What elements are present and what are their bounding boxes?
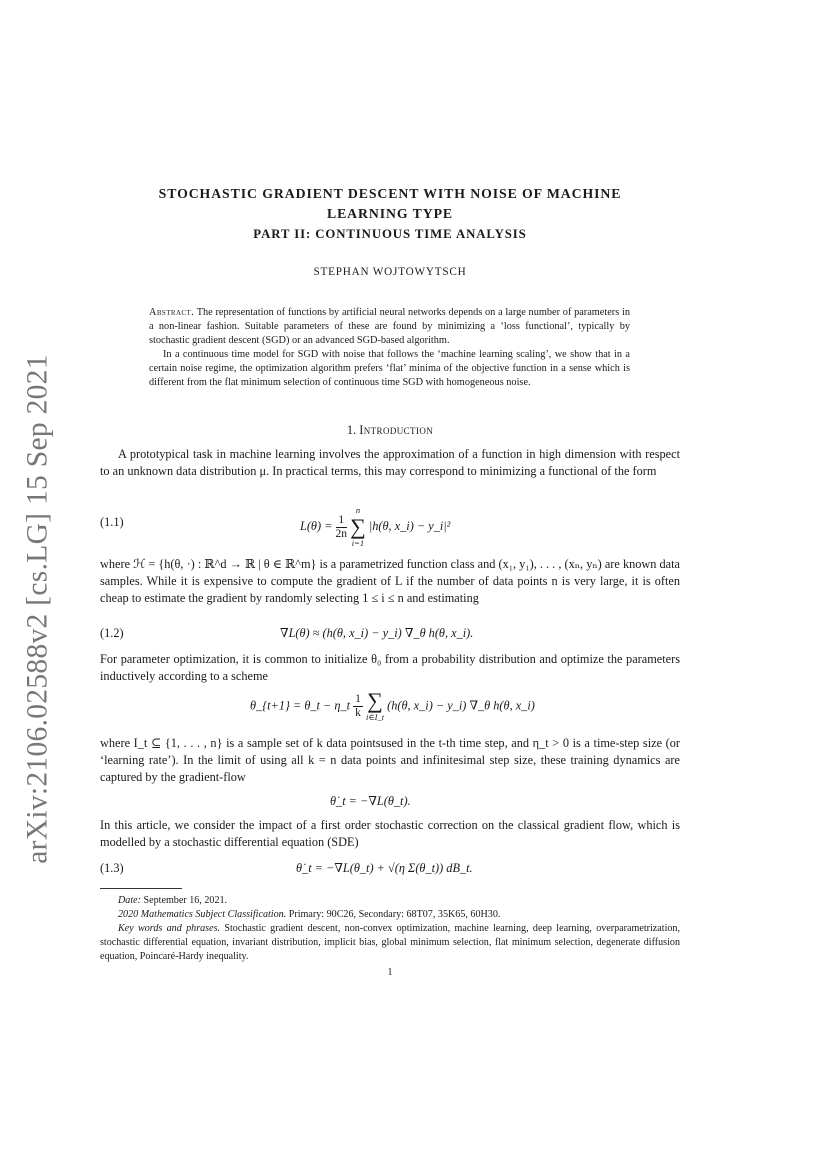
equation-body: [300, 505, 450, 549]
paragraph-text: where I_t ⊆ {1, . . . , n} is a sample set of k data pointsused in the t-th time step, and η_t > 0 is a time-step size (or ‘learning rate’). In the limit of using all k = n data points and infinitesimal step size, these training dynamics are captured by the gradient-flow: [100, 736, 680, 784]
intro-paragraph-3: [100, 651, 680, 685]
sum-upper: n: [355, 505, 361, 515]
frac-numerator: 1: [355, 693, 361, 705]
paragraph-text: In this article, we consider the impact of a first order stochastic correction on the classical gradient flow, which is modelled by a stochastic differential equation (SDE): [100, 818, 680, 849]
arxiv-stamp: [21, 354, 54, 864]
eq-lhs: θ_{t+1} = θ_t − η_t: [250, 698, 351, 713]
title-line-2: LEARNING TYPE: [326, 206, 454, 221]
eq-rhs: |h(θ, x_i) − y_i|²: [368, 518, 451, 533]
footnote-label: Date:: [118, 895, 141, 906]
sigma-symbol: ∑: [350, 514, 366, 539]
equation-1-1: [100, 505, 680, 548]
abstract: [149, 306, 630, 390]
eq-fraction: [353, 693, 363, 720]
eq-rhs: (h(θ, x_i) − y_i) ∇_θ h(θ, x_i): [387, 698, 535, 713]
title-line-1: STOCHASTIC GRADIENT DESCENT WITH NOISE OF MACHINE: [158, 186, 622, 201]
frac-denominator: 2n: [335, 527, 348, 540]
equation-body: [280, 626, 473, 641]
equation-body: [330, 794, 411, 809]
footnote-text: September 16, 2021.: [143, 895, 228, 906]
paragraph-text: where ℋ = {h(θ, ·) : ℝ^d → ℝ | θ ∈ ℝ^m} is a parametrized function class and (x₁, y₁), . . . , (xₙ, yₙ) are known data samples. While it is expensive to compute the gradient of L if the number of data points n is very large, it is often cheap to estimate the gradient by randomly selecting 1 ≤ i ≤ n and estimating: [100, 557, 680, 605]
sum-lower: i=1: [351, 538, 365, 548]
paper-title: [100, 184, 680, 224]
footnote-keywords: [100, 922, 680, 964]
section-number: 1.: [346, 423, 357, 437]
eq-lhs: L(θ) =: [300, 518, 333, 533]
equation-1-2: [100, 626, 680, 646]
section-title: Introduction: [359, 423, 434, 437]
equation-number: (1.2): [100, 626, 124, 640]
intro-paragraph-2: [100, 556, 680, 607]
frac-numerator: 1: [336, 514, 348, 528]
abstract-label: Abstract.: [149, 307, 195, 318]
equation-scheme: [100, 690, 680, 730]
intro-paragraph-5: [100, 817, 680, 851]
equation-number: (1.1): [100, 515, 124, 529]
intro-paragraph-4: [100, 735, 680, 786]
arxiv-identifier: arXiv:2106.02588v2 [cs.LG] 15 Sep 2021: [21, 354, 54, 864]
footnote-rule: [100, 888, 182, 889]
page-number: 1: [387, 967, 393, 978]
equation-gradient-flow: [100, 794, 680, 814]
intro-paragraph-1: [100, 446, 680, 480]
footnote-text: Primary: 90C26, Secondary: 68T07, 35K65, 60H30.: [288, 909, 501, 920]
abstract-paragraph-2: In a continuous time model for SGD with noise that follows the ‘machine learning scaling’, we show that in a certain noise regime, the optimization algorithm prefers ‘flat’ minima of the objective function in a sense which is different from the flat minimum selection of continuous time SGD with homogeneous noise.: [149, 349, 630, 388]
paper-subtitle: PART II: CONTINUOUS TIME ANALYSIS: [253, 227, 527, 241]
footnote-text: Stochastic gradient descent, non-convex optimization, machine learning, deep learning, overparametrization, stochastic differential equation, invariant distribution, implicit bias, global minimum selection, flat minimum selection, degenerate diffusion equation, Poincaré-Hardy inequality.: [100, 923, 680, 962]
eq-fraction: [336, 514, 348, 541]
paragraph-text: For parameter optimization, it is common to initialize θ₀ from a probability distribution and optimize the parameters inductively according to a scheme: [100, 652, 680, 683]
eq-expression: ∇L(θ) ≈ (h(θ, x_i) − y_i) ∇_θ h(θ, x_i).: [280, 626, 474, 640]
equation-body: [250, 690, 535, 723]
eq-expression: θ̇_t = −∇L(θ_t) + √(η Σ(θ_t)) dB_t.: [296, 861, 473, 875]
paragraph-text: A prototypical task in machine learning involves the approximation of a function in high dimension with respect to an unknown data distribution μ. In practical terms, this may correspond to minimizing a functional of the form: [100, 447, 680, 478]
abstract-paragraph-1: The representation of functions by artificial neural networks depends on a large number of parameters in a non-linear fashion. Suitable parameters of these are found by minimizing a ‘loss functional’, typically by stochastic gradient descent (SGD) or an advanced SGD-based algorithm.: [149, 307, 630, 346]
equation-body: [296, 861, 473, 876]
footnote-msc: [100, 908, 680, 922]
frac-denominator: k: [355, 707, 361, 719]
summation: [350, 505, 366, 549]
sum-lower: i∈I_t: [365, 712, 385, 722]
equation-number: (1.3): [100, 861, 124, 875]
eq-expression: θ̇_t = −∇L(θ_t).: [330, 794, 411, 808]
footnote-date: [100, 894, 680, 908]
sigma-symbol: ∑: [367, 688, 383, 713]
section-heading: [100, 423, 680, 438]
footnote-label: Key words and phrases.: [118, 923, 221, 934]
footnote-label: 2020 Mathematics Subject Classification.: [118, 909, 287, 920]
equation-1-3: [100, 861, 680, 881]
author: STEPHAN WOJTOWYTSCH: [313, 266, 467, 278]
footnotes: [100, 894, 680, 964]
summation: [366, 690, 384, 723]
